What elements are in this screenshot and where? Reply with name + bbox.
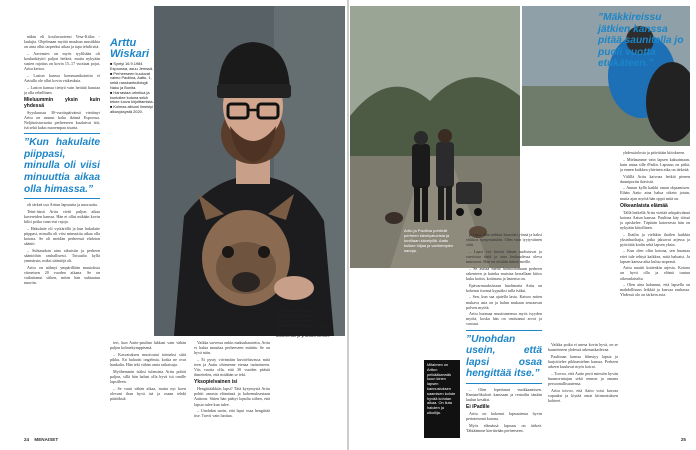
paragraph: – Hakulaite oli vyötäröllä ja kun hakulaite piippasi, minulla oli viisi minuuttia aikaa olla kotona. Se oli meidän perheessä ehdoton sääntö. — [24, 225, 100, 246]
walk-photo-caption: Arttu ja Pauliina pohtivät perheen kävelyalueista ja kuvillaan kävelyillä. Aattu kulkee hiljaa ja vanhempien sanoja. — [404, 228, 454, 253]
factbox-name: Arttu Wiskari — [110, 37, 150, 60]
paragraph: – Olen aina halunnut, että lapsella on mahdollisuus leikkiä ja kasvaa rauhassa. Yhdessä olo on tärkein asia. — [620, 282, 690, 298]
paragraph: yhdessäolosta ja päivittäin kiitokseen. — [623, 150, 686, 155]
right-column-2 — [548, 342, 618, 440]
pull-quote-top: ”Mäkkireissu jätkien kanssa pitää saunitella jo puoli vuotta etukäteen.” — [598, 12, 684, 70]
paragraph: – Sen, kun saa ajatella lasta. Katsoo miten mukava asia on ja halun mukaan seuraavan polven myötä. — [466, 294, 542, 310]
pull-quote: ”Kun hakulaite piippasi, minulla oli viisi minuuttia aikaa olla himassa.” — [24, 137, 100, 195]
factbox-list — [110, 62, 154, 115]
paragraph: – Laston kanssa kommunikointiin ei Arttulla ole ollut kovin vaikeuksia. — [24, 72, 100, 83]
paragraph: – Kasvatuksen muotoutui toimeksi siitä pikku. En haluaisi ongelmia, koska ne ovat hankalia. Hän teki vähän omia ratkaisuja. — [110, 351, 186, 367]
paragraph: Pauliinan kanssa lähestyy lapsia ja harjoittelee pikkumiehen kanssa. Perheen arkeen kuuluvat myös koirat. — [548, 353, 618, 369]
factbox-item: ■ Syntyi 16.9.1984 Espoossa, asuu Jemssä. — [110, 61, 154, 71]
paragraph: – Se auttaa meitä hahmottamaan perheen rakenteen ja kuinka muistaa kerrallaan kiitos kuka kotiin, kotiinasu ja lastensa on. — [466, 265, 542, 281]
paragraph: Vaikka poika ei unesa kovin hyvä, on se haasteineen yhdessä arkimatkailevaa. — [548, 342, 618, 353]
left-column-1 — [24, 34, 100, 434]
paragraph: – Se vaati vähän aikaa, mutta nyt koen olevani ihan hyvä isä ja osaan tehdä päätöksiä. — [110, 385, 186, 401]
paragraph: Arttu huomaa muuttuneensa myös isyyden myötä, koska hän on omistanut arvot ja vastuut. — [466, 311, 542, 327]
paragraph: Arttu on kokenut lapsuutensa hyvin perinteisenä kotona. — [466, 411, 542, 422]
page-number: 25 — [680, 437, 686, 442]
paragraph: – Annan kyllä kaikki oman ohjaamisen. Eihän Aatto aina halua oikein jotain, mutta ajan myötä hän oppii mitä on. — [620, 185, 690, 201]
paragraph: – Trovoo, että Aatto perii miestön hyvän huumorintajun sekä rennon ja omana persoonallisuutensa. — [548, 370, 618, 386]
paragraph: – Olen lopettanut vuokkaamisen. Rantatelikalorit kanssaan ja rentoilin tänään laulun kesäksi. — [466, 386, 542, 403]
page-number-left — [24, 437, 58, 442]
paragraph: pi lapsi. Hän nukkui kauniisti yönsä ja kaksi viikkoa syntymästään. Olen vain tyytyväinen siitä. — [466, 232, 542, 248]
paragraph: – Ihailin ja vieläkin ihailen kaikkia yksinhuoltajia, jotka jaksavat arjessa ja pyörittää kodin sekä lapsen yksin. — [620, 231, 690, 247]
left-column-2 — [110, 340, 186, 440]
section-heading: Yksopielvainen isi — [194, 379, 238, 386]
paragraph: Syyskuussa 30-vuotispäivänsä viettänyt Arttu on asunut koko ikänsä Espoossa. Neljätoistavuotta perheeseen kuuluivat äiti, isä sekä kaksi nuorempaa sisarta. — [24, 109, 100, 131]
quote-rule — [24, 133, 100, 134]
factbox-item: ■ Kolmas albumi ilmestyi alkusyksystä 2020. — [110, 104, 153, 114]
paragraph: Vaikka sarvessa onkin maksuhaastetta, Arttu ei halua muuttaa perheeseen mitään. Se on hyvä näin. — [194, 340, 270, 356]
left-column-3 — [194, 340, 270, 440]
paragraph: – Laston kanssa tiettyä vain heittää haastaa ja olla rehellinen. — [24, 84, 100, 95]
paragraph: – Lapsi voi luovia hänen uudistuvat ja varvistaa tästä ja aina keskuudessa oleva muistoon. Hän on erittäin tärkeä meille. — [466, 248, 542, 265]
paragraph: – Suhtauduin aina aikuisiin ja perheen sääntöihin rauhallisesti. Toisaalta kyllä ymmärsin, miksi sääntöjä oli. — [24, 247, 100, 263]
paragraph: – Aavemies on myös tyyliltään oli koulunkäyttö paljon hetkeä, mutta nykyään susien rajoitus on kovin 15–17 vuotiaat pojat, Arttu kertoo. — [24, 50, 100, 72]
right-column-3 — [620, 150, 690, 440]
portrait-photo — [154, 6, 345, 336]
paragraph: Arttu on nähnyt ympärillään muutoksia viimeisen 20 vuoden aikana. Se on vaikuttanut siihen, miten hän suhtautuu nuoriin. — [24, 264, 100, 285]
paragraph: Tällä hetkellä Arttu viettää arkipäiviänsä kotona Aatun kanssa. Pauliina käy töissä ja opiskelee. Täpärän katoesesta hän on nykyään kiitollinen. — [620, 209, 690, 230]
section-heading: Ei iPadille — [466, 404, 490, 411]
factbox-item: ■ Harrastaa urheilua ja kuntoilee kotona sekä tekee luova kirjoittamista. — [110, 89, 154, 105]
paragraph: Arttu nauttii kuitenkin arjesta. Kotona on hyvä olla ja elämä tuntuu oikeanlaiselta. — [620, 265, 690, 281]
quote-rule — [466, 330, 542, 331]
paragraph: – Mielaumme vain lapsen kaksaimaan, kuin antaa sille iPadin. Lapsuus on pitkä, ja ennen kaikkea yhteinen aika on tärkeää. — [620, 156, 690, 172]
right-column-1 — [466, 232, 542, 440]
magazine-name: MENAISET — [34, 437, 59, 442]
paragraph: Välillä Arttu kaivoaa hetkiä pienen duuniportin ikävistä. — [620, 173, 690, 184]
paragraph: oli tärkeä osa Arttun lapsuutta ja nuoruutta. — [27, 202, 98, 208]
paragraph: Arttu toivoo, että Aatto voisi kasvaa vapaaksi ja löytää omat kiinnostuksen kohteet. — [548, 387, 618, 403]
paragraph: Hengittääkkiäs lapsi? Tätä kysymystä Arttu pohtii omasta elämänsä ja kokemuksestaan Aattoon. Sitten hän päätyi lopulta siihen, että lapsia tulee kun tulee. — [194, 386, 270, 407]
quote-rule — [466, 383, 542, 384]
paragraph: Myös elämässä lapsuus on tärkeä. Tähtäämme kiertävään perheeseen. — [466, 423, 542, 434]
section-heading: Mieluummin yksin kuin yhdessä — [24, 96, 100, 109]
page-number: 24 — [24, 437, 30, 442]
section-heading: Oikeanlaista elämää — [620, 202, 668, 209]
factbox-item: ■ Perheeseen kuuluvat vaimo Pauliina, Aattu, 1, sekä ranskanbulldogit Naku ja Bonita. — [110, 70, 152, 90]
paragraph: – Unohdan usein, että lapsi osaa hengittää itse. Tarvii vain luottaa. — [194, 408, 270, 419]
paragraph: teri, kun Aatto-paulina lukkasi vain vähän paljon kolmekymppisenä. — [110, 340, 186, 351]
paragraph: Epävarmuuksistaan huolimatta Arttu on kokenut itsensä kypsäksi tulla isäksi. — [466, 282, 542, 293]
paragraph: – Ei pysty viivimään kuviteltavassa mitä teen ja Aattu ohimenne etenaa tarinoineen. Viis vuotta olla, että 30 vuoden päästä ihmettelen, että mitähän se teki. — [194, 356, 270, 378]
paragraph: – Kun olen ollut kotona, sen huomaa ettei tule tehtyä kaikkea, mitä haluaisi. Ja lapsen kanssa aika kuluu nopeasti. — [620, 248, 690, 264]
page-gutter — [347, 0, 349, 450]
page-number-right — [681, 437, 686, 442]
factbox — [110, 38, 154, 115]
paragraph: näkin eli kouluvuotensi Vesa-Kiilas -laulajia. Ohjelmaan myötä muuhun musiikkia on aina ollut tarpeeksi aikaa ja tapa tehdä sitä. — [24, 34, 100, 50]
black-caption-box: Mitalmen on Arttun pelkääkannäk kuun kinen lapsen kannustuksen saamisen kohde hyvää kohdan aikaa. On liuta haluten ja ulkoilija. — [424, 360, 460, 438]
pull-quote-mid: ”Unohdan usein, että lapsi osaa hengittää itse.” — [466, 333, 542, 380]
portrait-illustration — [154, 6, 345, 336]
quote-rule — [24, 198, 100, 199]
paragraph: Teini-iässä Arttu vietti paljon aikaa kavereiden kanssa. Hän ei ollut mikään kovin kiltti poika vaan etsi rajoja. — [24, 208, 100, 225]
photo-caption: ”Kun soittelee hauspa vaeltelun, ja nauramme. Aattoon pissaamme”, Kolmannen ja Hauk, 4, tietää hyvin kaksi perheen uudemman ja yhteisen kerran. — [276, 308, 330, 338]
paragraph: Myöhemmin isäksi tulemista Arttu pohtii paljon, sillä hän halusi olla hyvä isä omille lapsilleen. — [110, 368, 186, 384]
